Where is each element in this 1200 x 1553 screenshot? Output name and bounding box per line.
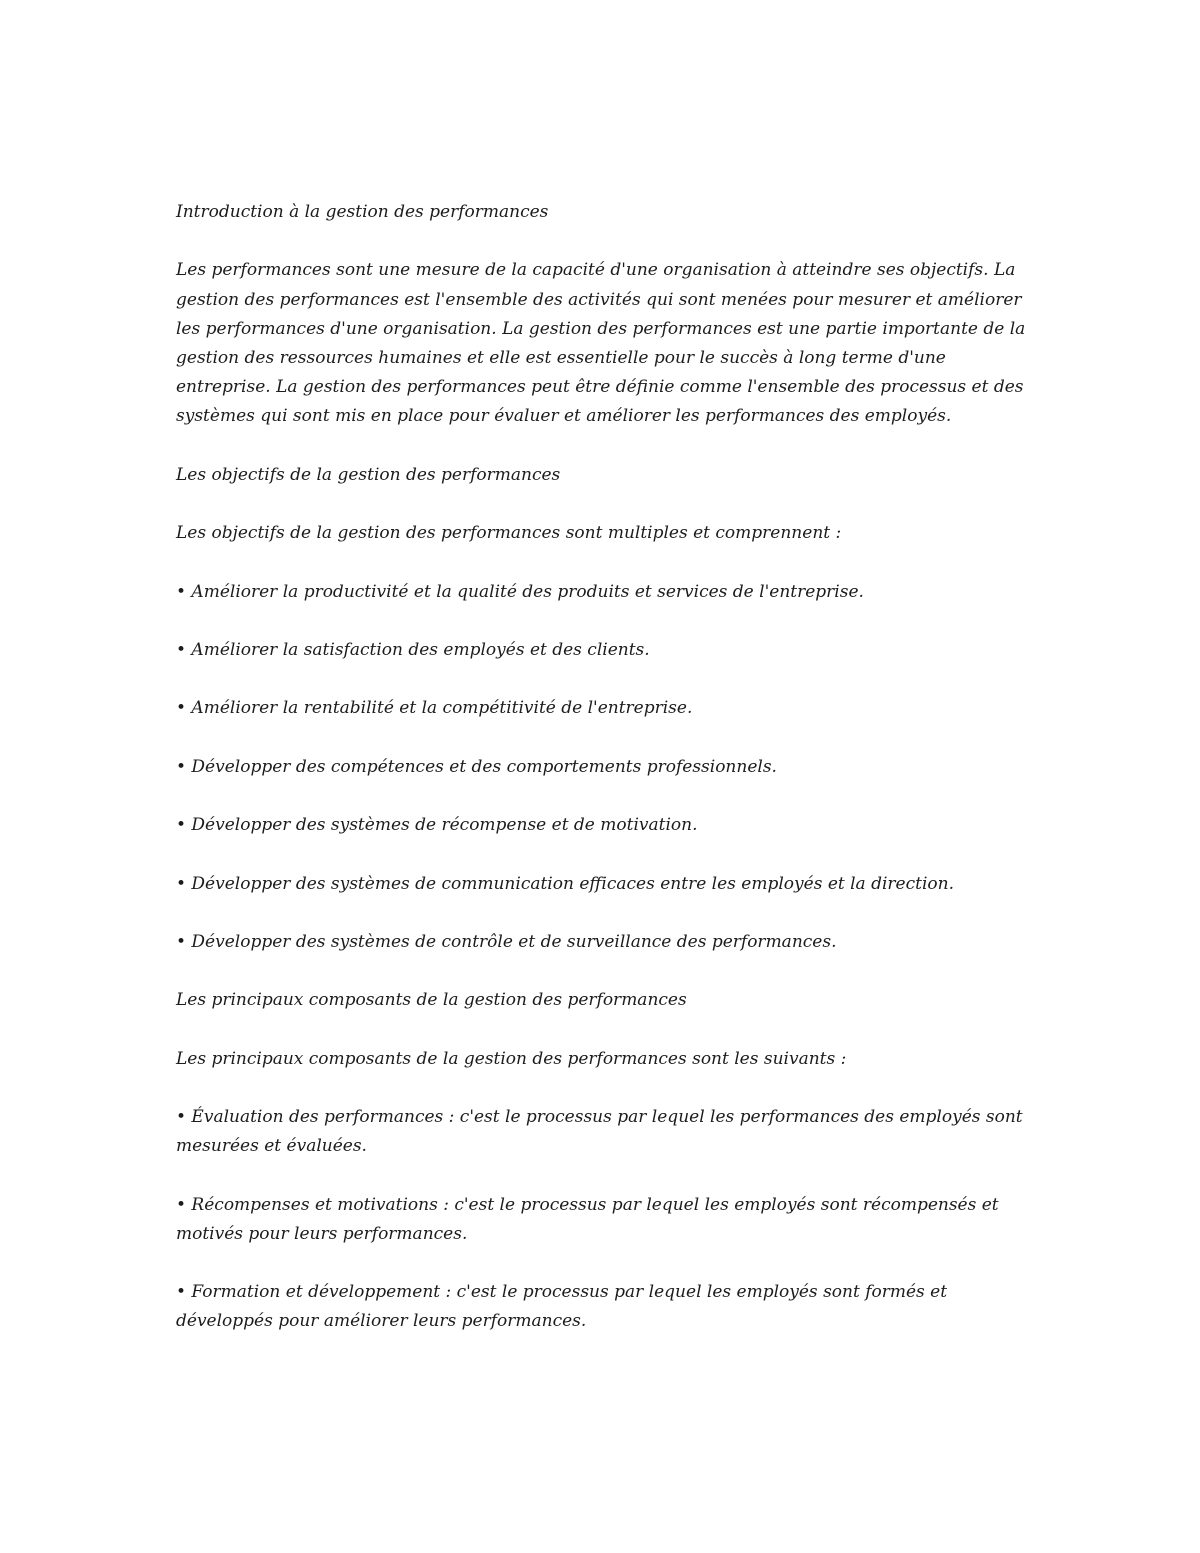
objective-item: • Développer des systèmes de communication efficaces entre les employés et la direction.	[176, 873, 954, 894]
components-intro: Les principaux composants de la gestion des performances sont les suivants :	[176, 1048, 847, 1069]
component-item: • Formation et développement : c'est le processus par lequel les employés sont formés et développés pour améliorer leurs performances.	[176, 1282, 948, 1332]
intro-paragraph: Les performances sont une mesure de la capacité d'une organisation à atteindre ses objectifs. La gestion des performances est l'ensemble des activités qui sont menées pour mesurer et améliorer les performances d'une organisation. La gestion des performances est une partie importante de la gestion des ressources humaines et elle est essentielle pour le succès à long terme d'une entreprise. La gestion des performances peut être définie comme l'ensemble des processus et des systèmes qui sont mis en place pour évaluer et améliorer les performances des employés.	[176, 260, 1026, 427]
document-body	[176, 198, 1036, 1366]
section-heading-components: Les principaux composants de la gestion des performances	[176, 990, 687, 1011]
objective-item: • Améliorer la productivité et la qualité des produits et services de l'entreprise.	[176, 581, 864, 602]
objective-item: • Développer des systèmes de contrôle et de surveillance des performances.	[176, 931, 837, 952]
objectives-intro: Les objectifs de la gestion des performances sont multiples et comprennent :	[176, 523, 842, 544]
objective-item: • Améliorer la rentabilité et la compétitivité de l'entreprise.	[176, 698, 693, 719]
section-heading-objectives: Les objectifs de la gestion des performances	[176, 464, 561, 485]
objective-item: • Développer des compétences et des comportements professionnels.	[176, 756, 777, 777]
component-item: • Récompenses et motivations : c'est le processus par lequel les employés sont récompensés et motivés pour leurs performances.	[176, 1194, 999, 1244]
objective-item: • Développer des systèmes de récompense et de motivation.	[176, 815, 698, 836]
component-item: • Évaluation des performances : c'est le processus par lequel les performances des employés sont mesurées et évaluées.	[176, 1107, 1023, 1157]
section-heading-introduction: Introduction à la gestion des performances	[176, 202, 549, 222]
objective-item: • Améliorer la satisfaction des employés et des clients.	[176, 639, 650, 660]
